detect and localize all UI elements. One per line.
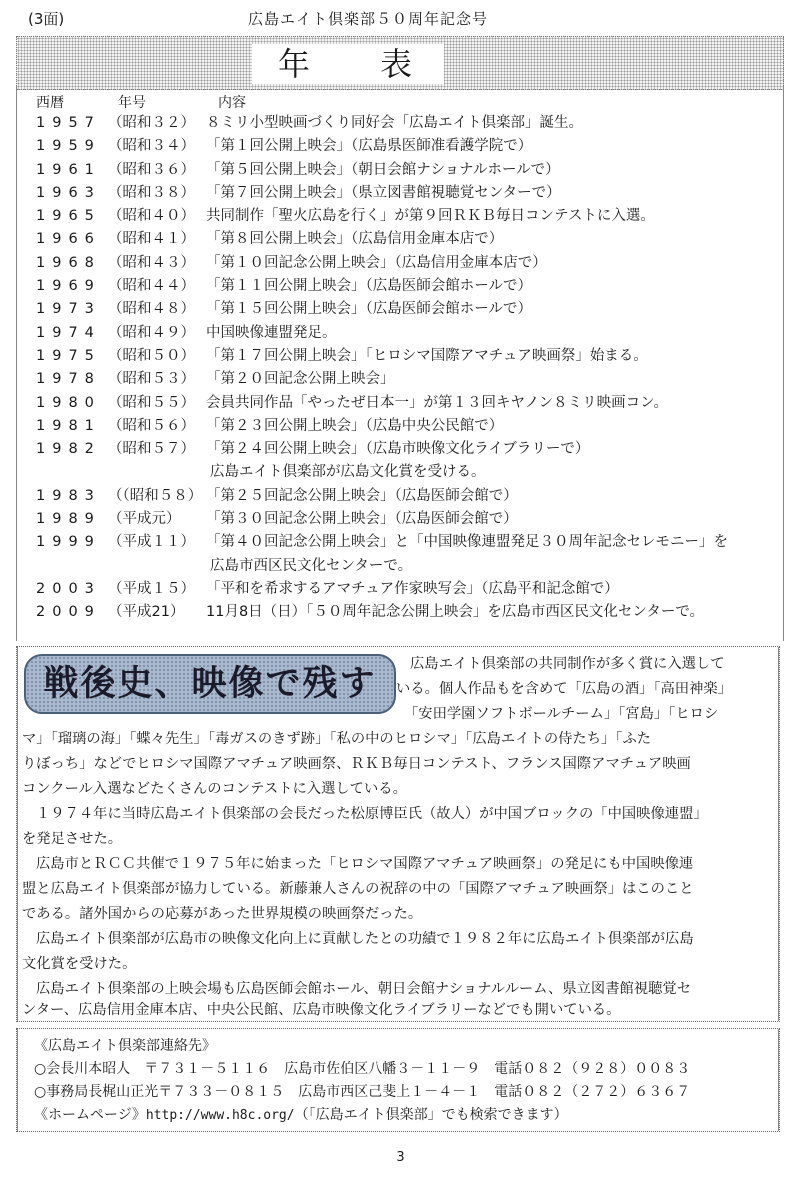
contact-homepage <box>34 1105 568 1126</box>
timeline-row <box>0 531 801 554</box>
story-headline: 戦後史、映像で残す <box>43 664 377 704</box>
row-year: 1980 <box>36 394 101 411</box>
row-era: （昭和３８） <box>108 184 195 201</box>
timeline-row <box>0 228 801 251</box>
row-year: 1965 <box>36 208 101 225</box>
row-content: 「第３０回記念公開上映会」（広島医師会館で） <box>206 511 518 528</box>
column-header-era: 年号 <box>118 95 146 111</box>
timeline-row <box>0 392 801 415</box>
row-era: （平成１１） <box>108 534 195 551</box>
timeline-row <box>0 345 801 368</box>
row-content: 共同制作「聖火広島を行く」が第９回ＲＫＢ毎日コンテストに入選。 <box>206 208 655 225</box>
timeline-row <box>0 485 801 508</box>
timeline-row <box>0 298 801 321</box>
row-era: （平成21） <box>108 604 185 621</box>
timeline-row <box>0 322 801 345</box>
row-year: 1983 <box>36 487 101 504</box>
timeline-row <box>0 159 801 182</box>
section-title: 年表 <box>252 44 444 84</box>
row-year: 2003 <box>36 580 101 597</box>
row-content: 「第１１回公開上映会」（広島医師会館ホールで） <box>206 278 532 295</box>
timeline-row <box>0 601 801 624</box>
row-content: 「第１０回記念公開上映会」（広島信用金庫本店で） <box>206 254 547 271</box>
row-year: 1969 <box>36 278 101 295</box>
row-year: 2009 <box>36 604 101 621</box>
row-era: （昭和３２） <box>108 115 195 131</box>
row-era: （昭和４０） <box>108 208 195 225</box>
row-content: 「第５回公開上映会」（朝日会館ナショナルホールで） <box>206 161 560 178</box>
contact-secretary: ○事務局長梶山正光〒７３３－０８１５ 広島市西区己斐上１－４－１ 電話０８２（２７２）６３６７ <box>34 1084 691 1100</box>
row-content: 「第２０回記念公開上映会」 <box>206 371 395 388</box>
timeline-row <box>0 578 801 601</box>
column-header-content: 内容 <box>218 95 246 111</box>
timeline-row <box>0 135 801 158</box>
timeline-row <box>0 112 801 135</box>
page-number: 3 <box>396 1150 405 1165</box>
story-line: １９７４年に当時広島エイト倶楽部の会長だった松原博臣氏（故人）が中国ブロックの「中国映像連盟」 <box>36 806 708 822</box>
story-line: である。諸外国からの応募があった世界規模の映画祭だった。 <box>22 906 423 922</box>
row-content: 「第２３回公開上映会」（広島中央公民館で） <box>206 417 504 434</box>
story-line: ンター、広島信用金庫本店、中央公民館、広島市映像文化ライブラリーなどでも開いている。 <box>22 1002 621 1018</box>
story-line: を発足させた。 <box>22 831 123 847</box>
row-era: （昭和４９） <box>108 324 195 341</box>
homepage-url[interactable]: http://www.h8c.org/ <box>145 1108 295 1123</box>
row-content: 「第１回公開上映会」（広島県医師准看護学院で） <box>206 138 533 155</box>
row-year: 1981 <box>36 417 101 434</box>
timeline-row-continuation <box>0 555 801 578</box>
page-label: (3面) <box>28 10 65 28</box>
row-content: 「第４０回記念公開上映会」と「中国映像連盟発足３０周年記念セレモニー」を <box>206 534 728 551</box>
row-content: 「第２５回記念公開上映会」（広島医師会館で） <box>206 487 518 504</box>
timeline-row <box>0 368 801 391</box>
row-era: （昭和５７） <box>108 441 195 458</box>
story-line: 盟と広島エイト倶楽部が協力している。新藤兼人さんの祝辞の中の「国際アマチュア映画祭」はこのこと <box>22 881 694 897</box>
timeline-row <box>0 275 801 298</box>
row-year: 1975 <box>36 347 101 364</box>
row-content: 「第１５回公開上映会」（広島医師会館ホールで） <box>206 301 532 318</box>
row-content: 「第８回公開上映会」（広島信用金庫本店で） <box>206 231 504 248</box>
row-content: 会員共同作品「やったぜ日本一」が第１３回キヤノン８ミリ映画コン。 <box>206 394 668 411</box>
row-year: 1978 <box>36 371 101 388</box>
story-line: いる。個人作品もを含めて「広島の酒」「高田神楽」 <box>396 681 732 697</box>
row-content: 中国映像連盟発足。 <box>206 324 337 341</box>
row-year: 1989 <box>36 511 101 528</box>
row-content: 広島市西区民文化センターで。 <box>210 557 413 574</box>
story-line: 広島エイト倶楽部が広島市の映像文化向上に貢献したとの功績で１９８２年に広島エイト倶楽部が広島 <box>36 931 694 947</box>
homepage-label: 《ホームページ》 <box>34 1107 146 1123</box>
story-line: コンクール入選などたくさんのコンテストに入選している。 <box>22 781 407 797</box>
row-content: ８ミリ小型映画づくり同好会「広島エイト倶楽部」誕生。 <box>206 115 583 131</box>
row-era: （（昭和５８） <box>108 487 203 504</box>
issue-title: 広島エイト倶楽部５０周年記念号 <box>248 10 489 28</box>
story-line: 広島市とＲＣＣ共催で１９７５年に始まった「ヒロシマ国際アマチュア映画祭」の発足にも中国映像連 <box>36 856 694 872</box>
story-line: マ」「瑠璃の海」「蝶々先生」「毒ガスのきず跡」「私の中のヒロシマ」「広島エイトの侍たち」「ふた <box>22 731 652 747</box>
row-era: （平成元） <box>108 511 181 528</box>
row-year: 1973 <box>36 301 101 318</box>
row-era: （昭和３４） <box>108 138 195 155</box>
contact-president: ○会長川本昭人 〒７３１－５１１６ 広島市佐伯区八幡３－１１－９ 電話０８２（９２８）００８３ <box>34 1061 691 1077</box>
row-era: （昭和４１） <box>108 231 195 248</box>
column-header-year: 西暦 <box>36 95 64 111</box>
row-era: （昭和５５） <box>108 394 195 411</box>
row-content: 「平和を希求するアマチュア作家映写会」（広島平和記念館で） <box>206 580 619 597</box>
timeline-row <box>0 508 801 531</box>
story-line: 広島エイト倶楽部の上映会場も広島医師会館ホール、朝日会館ナショナルルーム、県立図書館視聴覚セ <box>36 981 692 997</box>
row-era: （昭和４８） <box>108 301 195 318</box>
timeline-row <box>0 438 801 461</box>
timeline-row <box>0 182 801 205</box>
story-line: 「安田学園ソフトボールチーム」「宮島」「ヒロシ <box>404 706 719 722</box>
row-content: 広島エイト倶楽部が広島文化賞を受ける。 <box>210 464 486 481</box>
timeline-row <box>0 415 801 438</box>
timeline-list <box>0 112 801 625</box>
row-era: （昭和４３） <box>108 254 195 271</box>
row-year: 1961 <box>36 161 101 178</box>
row-era: （昭和４４） <box>108 278 195 295</box>
row-content: 「第１７回公開上映会」「ヒロシマ国際アマチュア映画祭」始まる。 <box>206 347 648 364</box>
page-header <box>0 0 801 32</box>
row-content: 「第７回公開上映会」（県立図書館視聴覚センターで） <box>206 184 561 201</box>
row-era: （昭和５６） <box>108 417 195 434</box>
story-line: 文化賞を受けた。 <box>22 956 137 972</box>
row-year: 1957 <box>36 115 101 131</box>
row-era: （昭和３６） <box>108 161 195 178</box>
row-era: （昭和５０） <box>108 347 195 364</box>
story-line: 広島エイト倶楽部の共同制作が多く賞に入選して <box>410 656 725 672</box>
row-era: （昭和５３） <box>108 371 195 388</box>
timeline-row-continuation <box>0 461 801 484</box>
timeline-row <box>0 252 801 275</box>
row-year: 1959 <box>36 138 101 155</box>
row-year: 1974 <box>36 324 101 341</box>
row-year: 1966 <box>36 231 101 248</box>
row-year: 1963 <box>36 184 101 201</box>
row-year: 1968 <box>36 254 101 271</box>
story-line: りぼっち」などでヒロシマ国際アマチュア映画祭、ＲＫＢ毎日コンテスト、フランス国際アマチュア映画 <box>22 756 691 772</box>
row-year: 1999 <box>36 534 101 551</box>
row-era: （平成１５） <box>108 580 195 597</box>
row-content: 「第２４回公開上映会」（広島市映像文化ライブラリーで） <box>206 441 590 458</box>
contact-heading: 《広島エイト倶楽部連絡先》 <box>34 1038 216 1054</box>
row-year: 1982 <box>36 441 101 458</box>
timeline-row <box>0 205 801 228</box>
homepage-note: （「広島エイト倶楽部」でも検索できます） <box>294 1107 568 1123</box>
row-content: 11月8日（日）「５０周年記念公開上映会」を広島市西区民文化センターで。 <box>206 604 705 621</box>
